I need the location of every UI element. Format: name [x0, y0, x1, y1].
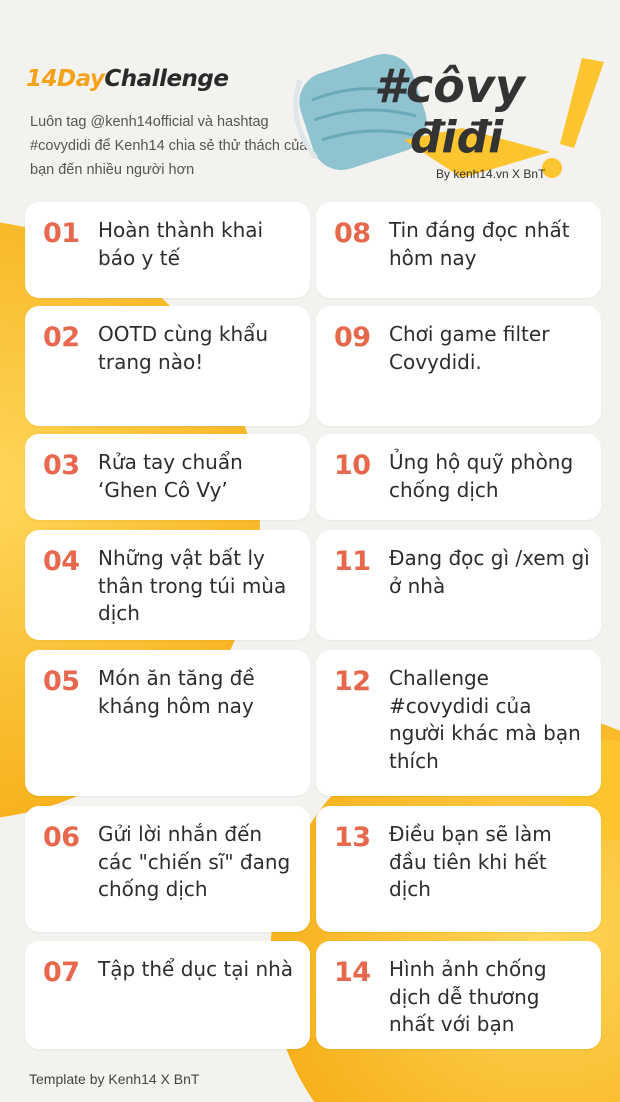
challenge-number: 01	[43, 218, 80, 249]
challenge-card-10	[316, 434, 601, 520]
svg-text:#côvy: #côvy	[374, 59, 525, 113]
challenge-number: 08	[334, 218, 371, 249]
challenge-number: 10	[334, 450, 371, 481]
challenge-card-09	[316, 306, 601, 426]
challenge-text: Gửi lời nhắn đến các "chiến sĩ" đang chống dịch	[98, 822, 291, 901]
challenge-card-12	[316, 650, 601, 796]
logo-byline: By kenh14.vn X BnT	[436, 167, 546, 181]
template-credit: Template by Kenh14 X BnT	[29, 1071, 200, 1087]
challenge-card-05	[25, 650, 310, 796]
challenge-number: 07	[43, 957, 80, 988]
challenge-card-03	[25, 434, 310, 520]
challenge-number: 09	[334, 322, 371, 353]
challenge-card-07	[25, 941, 310, 1049]
challenge-number: 14	[334, 957, 371, 988]
challenge-text: Ủng hộ quỹ phòng chống dịch	[389, 450, 574, 502]
challenge-card-01	[25, 202, 310, 298]
challenge-text: Hình ảnh chống dịch dễ thương nhất với bạn	[389, 957, 547, 1036]
challenge-card-08	[316, 202, 601, 298]
challenge-number: 03	[43, 450, 80, 481]
challenge-number: 06	[43, 822, 80, 853]
challenge-text: Tin đáng đọc nhất hôm nay	[389, 218, 570, 270]
challenge-text: Điều bạn sẽ làm đầu tiên khi hết dịch	[389, 822, 552, 901]
challenge-text: Đang đọc gì /xem gì ở nhà	[389, 546, 590, 598]
challenge-text: Rửa tay chuẩn ‘Ghen Cô Vy’	[98, 450, 243, 502]
challenge-number: 13	[334, 822, 371, 853]
challenge-card-14	[316, 941, 601, 1049]
challenge-text: Challenge #covydidi của người khác mà bạn thích	[389, 666, 581, 773]
challenge-number: 12	[334, 666, 371, 697]
challenge-number: 11	[334, 546, 371, 577]
challenge-number: 02	[43, 322, 80, 353]
svg-text:điđi: điđi	[410, 112, 504, 163]
challenge-card-06	[25, 806, 310, 932]
challenge-card-11	[316, 530, 601, 640]
challenge-card-04	[25, 530, 310, 640]
challenge-card-02	[25, 306, 310, 426]
header-description: Luôn tag @kenh14official và hashtag #covydidi để Kenh14 chia sẻ thử thách của bạn đến nhiều người hơn	[30, 114, 308, 178]
challenge-text: Chơi game filter Covydidi.	[389, 322, 550, 374]
challenge-number: 04	[43, 546, 80, 577]
challenge-title: 14DayChallenge	[26, 66, 229, 92]
challenge-text: Tập thể dục tại nhà	[98, 957, 294, 981]
challenge-card-13	[316, 806, 601, 932]
challenge-text: Những vật bất ly thân trong túi mùa dịch	[98, 546, 287, 625]
challenge-text: Món ăn tăng đề kháng hôm nay	[98, 666, 255, 718]
challenge-number: 05	[43, 666, 80, 697]
challenge-text: Hoàn thành khai báo y tế	[98, 218, 264, 270]
challenge-text: OOTD cùng khẩu trang nào!	[98, 322, 269, 374]
